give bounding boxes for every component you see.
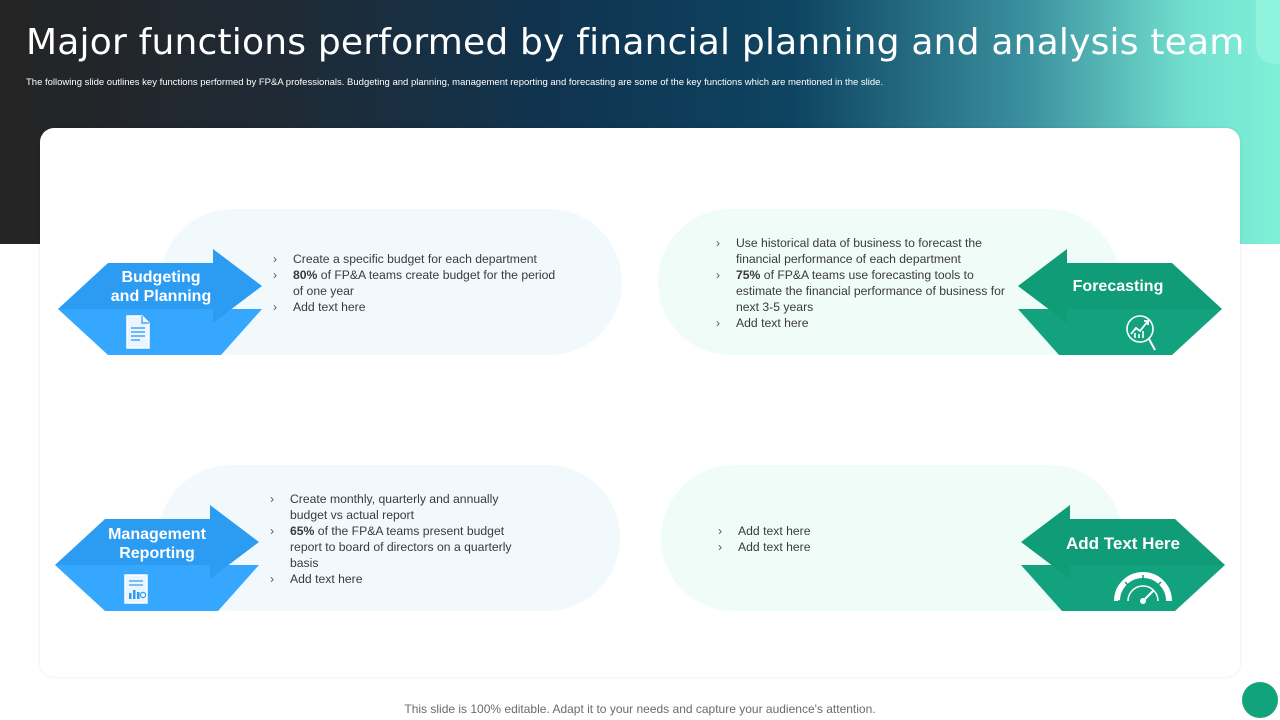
page-title: Major functions performed by financial planning and analysis team	[26, 22, 1245, 63]
budgeting-bullet-3: › Add text here	[273, 299, 563, 315]
speedometer-icon	[1114, 570, 1172, 609]
budgeting-bullet-2: › 80% of FP&A teams create budget for the period of one year	[273, 267, 563, 299]
page-subtitle: The following slide outlines key functions performed by FP&A professionals. Budgeting and planning, management reporting and forecasting are some of the key functions which are mentioned in the slide.	[26, 77, 884, 88]
forecasting-stat: 75%	[736, 268, 761, 282]
forecasting-label: Forecasting	[1072, 278, 1164, 295]
reporting-stat: 65%	[290, 524, 315, 538]
extra-bullet-2: › Add text here	[718, 539, 918, 555]
forecasting-bullet-3: › Add text here	[716, 315, 1016, 331]
budgeting-stat: 80%	[293, 268, 318, 282]
extra-bullet-1: › Add text here	[718, 523, 918, 539]
forecasting-bullet-1: › Use historical data of business to forecast the financial performance of each department	[716, 235, 1016, 267]
reporting-bullet-1: › Create monthly, quarterly and annually budget vs actual report	[270, 491, 535, 523]
footer-note: This slide is 100% editable. Adapt it to your needs and capture your audience's attention.	[404, 702, 876, 716]
forecasting-bullet-2: › 75% of FP&A teams use forecasting tools to estimate the financial performance of business for next 3-5 years	[716, 267, 1016, 315]
reporting-bullet-2: › 65% of the FP&A teams present budget report to board of directors on a quarterly basis	[270, 523, 535, 571]
budgeting-bullet-1: › Create a specific budget for each department	[273, 251, 563, 267]
budgeting-label: Budgeting and Planning	[110, 269, 212, 305]
reporting-bullet-3: › Add text here	[270, 571, 535, 587]
extra-label: Add Text Here	[1066, 534, 1180, 553]
reporting-label: Management Reporting	[108, 526, 206, 562]
corner-circle-decoration	[1242, 682, 1278, 718]
